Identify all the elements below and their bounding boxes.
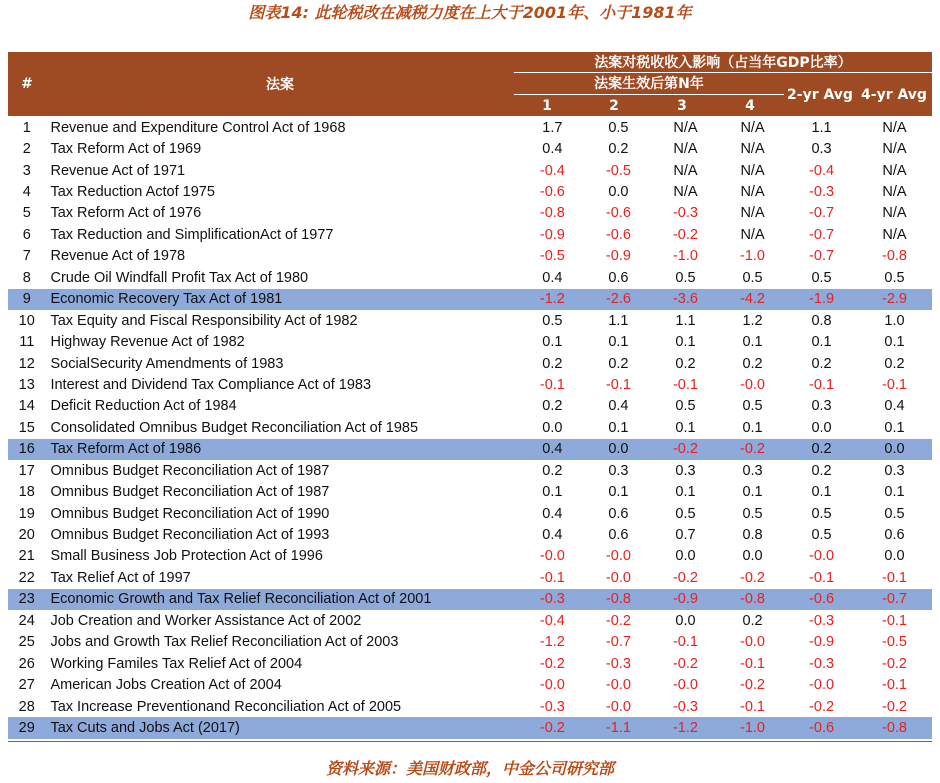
value-cell: 1.1: [608, 312, 629, 329]
table-row: [8, 674, 932, 695]
act-name: Omnibus Budget Reconciliation Act of 1990: [50, 505, 330, 522]
row-number: 28: [18, 698, 35, 715]
value-cell: 0.5: [608, 119, 629, 136]
value-cell: 0.1: [542, 334, 563, 351]
value-cell: -0.1: [539, 569, 565, 586]
value-cell: -0.9: [672, 591, 698, 608]
act-name: Jobs and Growth Tax Relief Reconciliation Act of 2003: [50, 634, 399, 651]
header-group-top: 法案对税收收入影响（占当年GDP比率）: [594, 55, 852, 71]
value-cell: -0.3: [605, 655, 631, 672]
value-cell: 0.0: [884, 548, 905, 565]
value-cell: 0.1: [884, 419, 905, 436]
act-name: Tax Reduction Actof 1975: [50, 184, 215, 201]
value-cell: 1.7: [542, 119, 563, 136]
value-cell: 0.0: [675, 548, 696, 565]
value-cell: N/A: [740, 162, 765, 179]
row-number: 3: [22, 162, 31, 179]
value-cell: -0.3: [809, 184, 835, 201]
row-number: 10: [18, 312, 35, 329]
act-name: Economic Growth and Tax Relief Reconciliation Act of 2001: [50, 591, 432, 608]
value-cell: 0.5: [811, 527, 832, 544]
table-row: [8, 160, 932, 181]
row-number: 5: [22, 205, 31, 222]
value-cell: 0.2: [742, 355, 763, 372]
value-cell: 0.3: [608, 462, 629, 479]
value-cell: -0.2: [605, 612, 631, 629]
value-cell: N/A: [882, 119, 907, 136]
value-cell: 0.5: [884, 269, 905, 286]
value-cell: -0.2: [539, 655, 565, 672]
header-avg2: 2-yr Avg: [787, 86, 853, 103]
header-act: 法案: [266, 77, 294, 93]
value-cell: -0.5: [605, 162, 631, 179]
table-row-highlighted: [8, 289, 932, 310]
act-name: Tax Reform Act of 1986: [50, 441, 202, 458]
value-cell: 0.8: [742, 527, 763, 544]
header-year-1: 1: [542, 97, 552, 114]
value-cell: 0.3: [884, 462, 905, 479]
value-cell: 0.2: [811, 441, 832, 458]
row-number: 7: [22, 248, 31, 265]
value-cell: 0.4: [542, 269, 563, 286]
act-name: Crude Oil Windfall Profit Tax Act of 1980: [50, 269, 309, 286]
value-cell: 0.5: [675, 269, 696, 286]
header-group-sub: 法案生效后第N年: [594, 76, 704, 92]
value-cell: -0.2: [882, 655, 908, 672]
row-number: 11: [19, 334, 35, 351]
value-cell: -0.5: [882, 634, 908, 651]
value-cell: 0.1: [608, 484, 629, 501]
value-cell: -0.3: [809, 612, 835, 629]
row-number: 12: [18, 355, 35, 372]
act-name: Working Familes Tax Relief Act of 2004: [50, 655, 303, 672]
value-cell: 0.8: [811, 312, 832, 329]
value-cell: 0.5: [742, 398, 763, 415]
act-name: Omnibus Budget Reconciliation Act of 1993: [50, 527, 330, 544]
value-cell: -0.8: [539, 205, 565, 222]
value-cell: 0.1: [742, 484, 763, 501]
value-cell: 0.6: [608, 505, 629, 522]
value-cell: -0.6: [605, 205, 631, 222]
value-cell: -0.3: [539, 591, 565, 608]
row-number: 2: [22, 141, 31, 158]
table-row: [8, 632, 932, 653]
value-cell: 0.2: [608, 141, 629, 158]
value-cell: -0.0: [740, 634, 766, 651]
header-num: #: [21, 76, 33, 92]
value-cell: 1.1: [811, 119, 832, 136]
act-name: Revenue and Expenditure Control Act of 1968: [50, 119, 346, 136]
header-year-2: 2: [609, 97, 619, 114]
value-cell: -0.3: [672, 698, 698, 715]
value-cell: -4.2: [740, 291, 766, 308]
act-name: Interest and Dividend Tax Compliance Act of 1983: [50, 376, 372, 393]
value-cell: N/A: [673, 162, 698, 179]
value-cell: -0.6: [809, 719, 835, 736]
value-cell: 0.4: [542, 141, 563, 158]
value-cell: 0.2: [675, 355, 696, 372]
act-name: Revenue Act of 1971: [50, 162, 186, 179]
value-cell: -0.1: [882, 612, 908, 629]
act-name: Job Creation and Worker Assistance Act of 2002: [50, 612, 362, 629]
act-name: SocialSecurity Amendments of 1983: [50, 355, 284, 372]
value-cell: N/A: [673, 184, 698, 201]
value-cell: 0.5: [811, 505, 832, 522]
table-row: [8, 310, 932, 331]
value-cell: 0.7: [675, 527, 696, 544]
value-cell: -0.2: [672, 226, 698, 243]
row-number: 13: [18, 376, 35, 393]
value-cell: 0.6: [884, 527, 905, 544]
act-name: Revenue Act of 1978: [50, 248, 186, 265]
row-number: 15: [18, 419, 35, 436]
value-cell: 0.3: [811, 141, 832, 158]
value-cell: 0.1: [675, 419, 696, 436]
value-cell: 1.2: [742, 312, 763, 329]
value-cell: -0.2: [672, 569, 698, 586]
value-cell: N/A: [882, 184, 907, 201]
value-cell: 0.3: [811, 398, 832, 415]
value-cell: 0.1: [884, 334, 905, 351]
act-name: Tax Increase Preventionand Reconciliation Act of 2005: [50, 698, 402, 715]
value-cell: N/A: [740, 119, 765, 136]
value-cell: 0.1: [742, 419, 763, 436]
value-cell: -0.1: [539, 376, 565, 393]
value-cell: -0.1: [809, 376, 835, 393]
value-cell: -0.9: [605, 248, 631, 265]
value-cell: N/A: [740, 205, 765, 222]
value-cell: -0.1: [740, 698, 766, 715]
value-cell: 0.1: [608, 419, 629, 436]
source-note: 资料来源：美国财政部，中金公司研究部: [325, 759, 614, 778]
table-bottom-rule: [8, 741, 932, 742]
value-cell: -0.9: [809, 634, 835, 651]
value-cell: -0.7: [605, 634, 631, 651]
act-name: Consolidated Omnibus Budget Reconciliation Act of 1985: [50, 419, 419, 436]
table-row: [8, 181, 932, 202]
value-cell: 0.2: [811, 462, 832, 479]
value-cell: N/A: [740, 141, 765, 158]
act-name: Highway Revenue Act of 1982: [50, 334, 245, 351]
value-cell: 0.5: [884, 505, 905, 522]
header-year-3: 3: [677, 97, 687, 114]
table-row: [8, 224, 932, 245]
value-cell: -0.1: [882, 569, 908, 586]
value-cell: -0.6: [605, 226, 631, 243]
table-row: [8, 503, 932, 524]
value-cell: -2.6: [605, 291, 631, 308]
value-cell: 0.1: [884, 484, 905, 501]
value-cell: -2.9: [882, 291, 908, 308]
value-cell: N/A: [673, 119, 698, 136]
value-cell: -1.0: [740, 719, 766, 736]
value-cell: -0.2: [539, 719, 565, 736]
value-cell: -0.1: [740, 655, 766, 672]
value-cell: -0.0: [605, 569, 631, 586]
header-year-4: 4: [745, 97, 755, 114]
value-cell: 0.3: [675, 462, 696, 479]
header-avg4: 4-yr Avg: [861, 86, 927, 103]
value-cell: 0.4: [608, 398, 629, 415]
value-cell: -0.7: [809, 248, 835, 265]
value-cell: -1.2: [539, 634, 565, 651]
row-number: 21: [18, 548, 35, 565]
value-cell: -1.2: [539, 291, 565, 308]
value-cell: 0.1: [742, 334, 763, 351]
value-cell: 1.0: [884, 312, 905, 329]
value-cell: -0.0: [539, 677, 565, 694]
value-cell: 0.0: [884, 441, 905, 458]
table-row: [8, 138, 932, 159]
value-cell: 0.2: [542, 462, 563, 479]
value-cell: -0.3: [672, 205, 698, 222]
value-cell: -0.8: [740, 591, 766, 608]
value-cell: 0.0: [542, 419, 563, 436]
row-number: 4: [22, 184, 31, 201]
act-name: Small Business Job Protection Act of 1996: [50, 548, 323, 565]
value-cell: -0.2: [740, 677, 766, 694]
value-cell: -0.6: [539, 184, 565, 201]
value-cell: 0.6: [608, 527, 629, 544]
table-row: [8, 653, 932, 674]
row-number: 18: [18, 484, 35, 501]
value-cell: 0.6: [608, 269, 629, 286]
value-cell: 0.2: [608, 355, 629, 372]
table-row: [8, 524, 932, 545]
value-cell: 0.0: [675, 612, 696, 629]
value-cell: -0.2: [882, 698, 908, 715]
value-cell: 0.4: [542, 441, 563, 458]
row-number: 14: [18, 398, 35, 415]
value-cell: -1.2: [672, 719, 698, 736]
value-cell: 0.4: [884, 398, 905, 415]
table-row: [8, 353, 932, 374]
value-cell: 0.3: [742, 462, 763, 479]
table-row: [8, 117, 932, 138]
value-cell: -0.5: [539, 248, 565, 265]
act-name: Tax Cuts and Jobs Act (2017): [50, 719, 240, 736]
value-cell: 0.1: [811, 484, 832, 501]
row-number: 19: [18, 505, 35, 522]
value-cell: -0.2: [740, 569, 766, 586]
value-cell: -0.0: [605, 698, 631, 715]
value-cell: -0.8: [882, 248, 908, 265]
value-cell: 0.0: [608, 184, 629, 201]
value-cell: 0.2: [884, 355, 905, 372]
value-cell: -0.1: [672, 634, 698, 651]
value-cell: 0.0: [608, 441, 629, 458]
act-name: Omnibus Budget Reconciliation Act of 1987: [50, 484, 330, 501]
table-row: [8, 417, 932, 438]
value-cell: 0.5: [542, 312, 563, 329]
act-name: Tax Relief Act of 1997: [50, 569, 191, 586]
value-cell: -0.9: [539, 226, 565, 243]
row-number: 29: [18, 719, 35, 736]
value-cell: 0.1: [608, 334, 629, 351]
row-number: 16: [18, 441, 35, 458]
act-name: Deficit Reduction Act of 1984: [50, 398, 237, 415]
row-number: 24: [18, 612, 35, 629]
row-number: 20: [18, 527, 35, 544]
value-cell: 0.1: [811, 334, 832, 351]
table-row: [8, 203, 932, 224]
value-cell: -0.2: [672, 655, 698, 672]
value-cell: 0.2: [811, 355, 832, 372]
row-number: 1: [22, 119, 31, 136]
table-row: [8, 546, 932, 567]
value-cell: 0.2: [542, 398, 563, 415]
value-cell: 0.5: [742, 505, 763, 522]
value-cell: -0.0: [809, 677, 835, 694]
row-number: 26: [18, 655, 35, 672]
act-name: Omnibus Budget Reconciliation Act of 1987: [50, 462, 330, 479]
table-row: [8, 610, 932, 631]
value-cell: -0.4: [809, 162, 835, 179]
value-cell: 0.0: [742, 548, 763, 565]
value-cell: 0.1: [675, 334, 696, 351]
value-cell: -0.8: [882, 719, 908, 736]
table-row: [8, 246, 932, 267]
value-cell: N/A: [882, 205, 907, 222]
value-cell: -0.1: [882, 677, 908, 694]
value-cell: -0.4: [539, 162, 565, 179]
row-number: 27: [18, 677, 35, 694]
value-cell: -0.8: [605, 591, 631, 608]
table-row: [8, 267, 932, 288]
value-cell: N/A: [882, 162, 907, 179]
value-cell: -1.0: [672, 248, 698, 265]
act-name: Tax Equity and Fiscal Responsibility Act of 1982: [50, 312, 358, 329]
value-cell: -0.1: [672, 376, 698, 393]
act-name: Tax Reduction and SimplificationAct of 1977: [50, 226, 334, 243]
value-cell: -3.6: [672, 291, 698, 308]
row-number: 17: [18, 462, 35, 479]
table-row: [8, 396, 932, 417]
table-row: [8, 460, 932, 481]
value-cell: 0.4: [542, 505, 563, 522]
value-cell: 0.1: [542, 484, 563, 501]
value-cell: -0.7: [882, 591, 908, 608]
row-number: 22: [18, 569, 35, 586]
row-number: 8: [22, 269, 31, 286]
value-cell: 0.1: [675, 484, 696, 501]
value-cell: -0.3: [539, 698, 565, 715]
value-cell: -0.2: [809, 698, 835, 715]
value-cell: 0.5: [811, 269, 832, 286]
value-cell: -0.1: [809, 569, 835, 586]
value-cell: -0.3: [809, 655, 835, 672]
value-cell: -0.1: [605, 376, 631, 393]
value-cell: -0.2: [672, 441, 698, 458]
row-number: 6: [22, 226, 31, 243]
value-cell: N/A: [882, 141, 907, 158]
value-cell: -0.0: [672, 677, 698, 694]
row-number: 23: [18, 591, 35, 608]
value-cell: -0.2: [740, 441, 766, 458]
table-row: [8, 481, 932, 502]
table-row-highlighted: [8, 717, 932, 738]
act-name: Tax Reform Act of 1976: [50, 205, 202, 222]
table-row: [8, 567, 932, 588]
value-cell: 1.1: [675, 312, 696, 329]
value-cell: 0.2: [742, 612, 763, 629]
value-cell: -1.9: [809, 291, 835, 308]
value-cell: -1.1: [605, 719, 631, 736]
value-cell: 0.0: [811, 419, 832, 436]
value-cell: -0.0: [605, 677, 631, 694]
value-cell: N/A: [740, 226, 765, 243]
value-cell: -0.7: [809, 205, 835, 222]
value-cell: -0.0: [539, 548, 565, 565]
table-row-highlighted: [8, 589, 932, 610]
value-cell: -0.6: [809, 591, 835, 608]
table-row-highlighted: [8, 439, 932, 460]
act-name: American Jobs Creation Act of 2004: [50, 677, 282, 694]
value-cell: -1.0: [740, 248, 766, 265]
value-cell: 0.2: [542, 355, 563, 372]
value-cell: N/A: [740, 184, 765, 201]
value-cell: 0.5: [675, 398, 696, 415]
value-cell: -0.1: [882, 376, 908, 393]
value-cell: -0.4: [539, 612, 565, 629]
value-cell: N/A: [673, 141, 698, 158]
table-row: [8, 696, 932, 717]
figure-title: 图表14: 此轮税改在减税力度在上大于2001年、小于1981年: [248, 3, 692, 22]
act-name: Economic Recovery Tax Act of 1981: [50, 291, 283, 308]
value-cell: 0.4: [542, 527, 563, 544]
value-cell: 0.5: [742, 269, 763, 286]
act-name: Tax Reform Act of 1969: [50, 141, 202, 158]
value-cell: 0.5: [675, 505, 696, 522]
row-number: 25: [18, 634, 35, 651]
value-cell: -0.0: [809, 548, 835, 565]
value-cell: -0.0: [605, 548, 631, 565]
table-body: [8, 117, 932, 739]
value-cell: N/A: [882, 226, 907, 243]
value-cell: -0.7: [809, 226, 835, 243]
row-number: 9: [22, 291, 31, 308]
value-cell: -0.0: [740, 376, 766, 393]
table-row: [8, 374, 932, 395]
table-row: [8, 331, 932, 352]
